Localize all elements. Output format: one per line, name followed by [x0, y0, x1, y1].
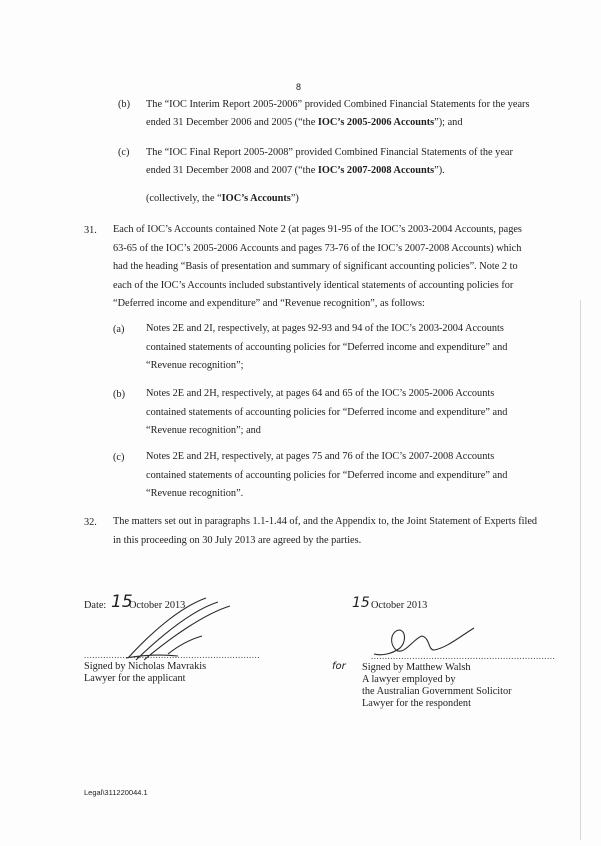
item-30c-line-2 — [146, 164, 445, 177]
signature-line-left: ................................................................ — [84, 650, 260, 660]
para-31b-label: (b) — [113, 389, 126, 400]
item-30b-defined-term: IOC’s 2005-2006 Accounts — [317, 117, 435, 128]
para-31-number: 31. — [84, 225, 97, 236]
date-month-left: October 2013 — [129, 600, 186, 611]
item-30c-line-2-text: ended 31 December 2008 and 2007 (“the — [146, 165, 318, 176]
item-30b-label: (b) — [118, 99, 131, 110]
collectively-post: ”) — [290, 193, 299, 204]
item-30c-defined-term: IOC’s 2007-2008 Accounts — [317, 165, 435, 176]
collectively-line — [146, 192, 299, 205]
collectively-pre: (collectively, the “ — [146, 193, 222, 204]
item-30c-label: (c) — [118, 147, 130, 158]
role-right-line-2: the Australian Government Solicitor — [362, 686, 512, 697]
role-right-line-3: Lawyer for the respondent — [362, 698, 471, 709]
signed-by-left: Signed by Nicholas Mavrakis — [84, 661, 207, 672]
scan-edge-line — [580, 300, 581, 840]
para-31-text: Each of IOC’s Accounts contained Note 2 (at pages 91-95 of the IOC’s 2003-2004 Accounts, pages 63-65 of the IOC’s 2005-2006 Accounts and pages 73-76 of the IOC’s 2007-2008 Accounts) which had the heading “Basis of presentation and summary of significant accounting policies”. Note 2 to each of the IOC’s Accounts included substantively identical statements of accounting policies for “Deferred income and expenditure” and “Revenue recognition”, as follows: — [113, 224, 522, 309]
date-day-right: 15 — [352, 595, 370, 611]
para-31b-text: Notes 2E and 2H, respectively, at pages 64 and 65 of the IOC’s 2005-2006 Accounts contained statements of accounting policies for “Deferred income and expenditure” and “Revenue recognition”; and — [146, 388, 508, 436]
date-label-left: Date: — [84, 600, 107, 611]
para-31c-label: (c) — [113, 452, 125, 463]
para-32-text: The matters set out in paragraphs 1.1-1.44 of, and the Appendix to, the Joint Statement of Experts filed in this proceeding on 30 July 2013 are agreed by the parties. — [113, 516, 538, 546]
para-31a-label: (a) — [113, 324, 125, 335]
signature-line-right: ................................................................... — [371, 651, 556, 661]
item-30c-line-2-end: ”). — [434, 165, 445, 176]
item-30b-line-2 — [146, 116, 462, 129]
role-right-line-1: A lawyer employed by — [362, 674, 456, 685]
signed-by-right: Signed by Matthew Walsh — [362, 662, 471, 673]
collectively-term: IOC’s Accounts — [221, 193, 291, 204]
item-30c-line-1: The “IOC Final Report 2005-2008” provided Combined Financial Statements of the year — [146, 147, 513, 158]
item-30b-line-2-text: ended 31 December 2006 and 2005 (“the — [146, 117, 318, 128]
role-left: Lawyer for the applicant — [84, 673, 186, 684]
date-day-left: 15 — [111, 592, 133, 612]
item-30b-line-1: The “IOC Interim Report 2005-2006” provided Combined Financial Statements for the years — [146, 99, 530, 110]
footer-reference: Legal\311220044.1 — [84, 788, 148, 797]
para-31a-text: Notes 2E and 2I, respectively, at pages 92-93 and 94 of the IOC’s 2003-2004 Accounts contained statements of accounting policies for “Deferred income and expenditure” and “Revenue recognition”; — [146, 323, 508, 371]
date-month-right: October 2013 — [371, 600, 428, 611]
para-31c-text: Notes 2E and 2H, respectively, at pages 75 and 76 of the IOC’s 2007-2008 Accounts contained statements of accounting policies for “Deferred income and expenditure” and “Revenue recognition”. — [146, 451, 508, 499]
item-30b-line-2-end: ”); and — [434, 117, 463, 128]
para-32-number: 32. — [84, 517, 97, 528]
page-number: 8 — [296, 82, 302, 92]
for-mark: for — [332, 661, 346, 672]
